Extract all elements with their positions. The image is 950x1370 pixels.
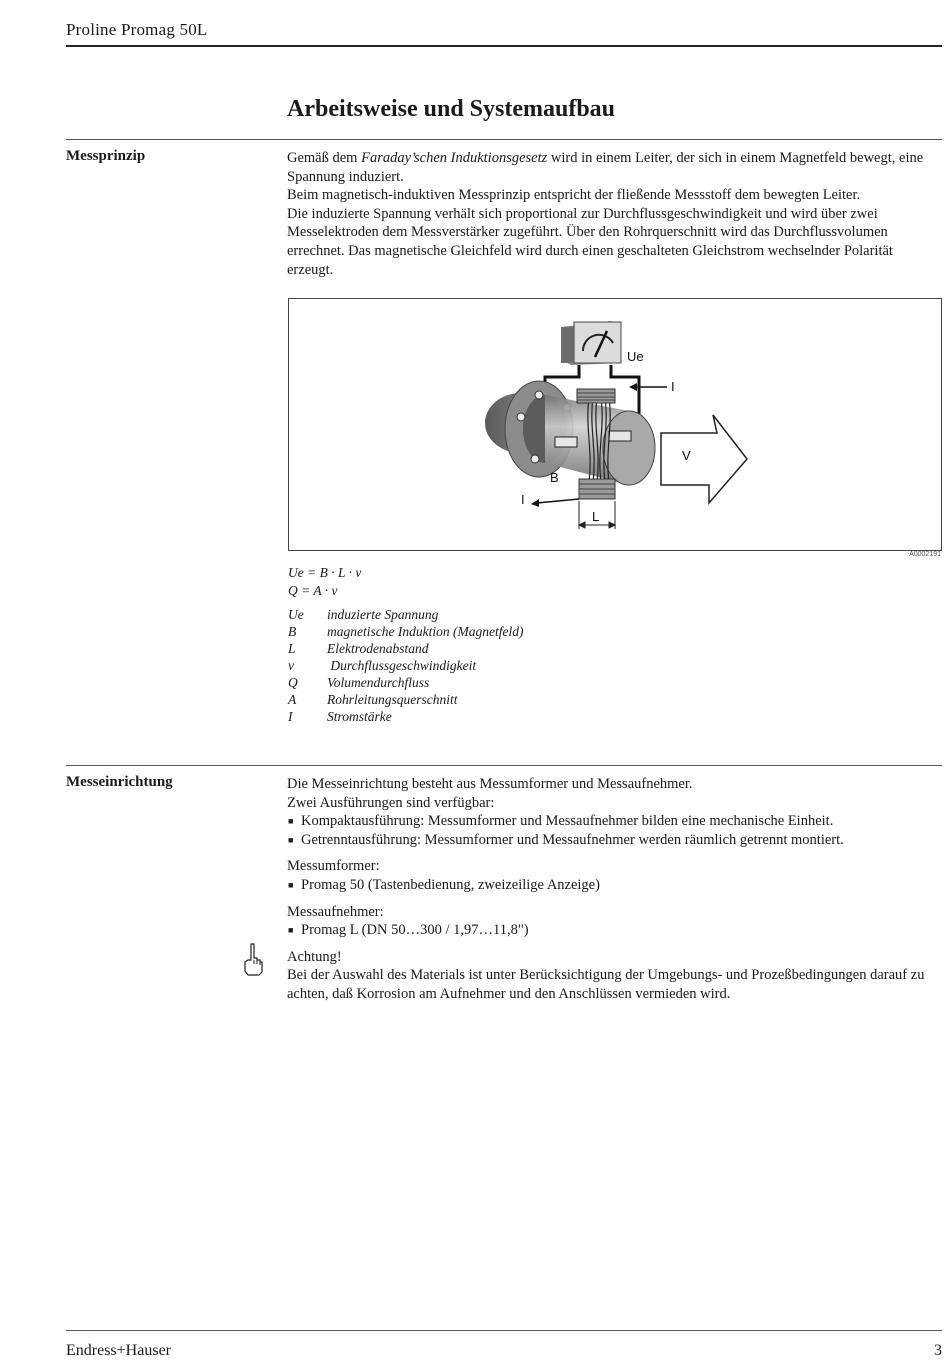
label-velocity: V [682,448,691,463]
legend-row: I Stromstärke [288,709,392,724]
measuring-principle-diagram [289,299,942,551]
field-coil-bottom [579,479,615,499]
transmitter-heading: Messumformer: [287,858,380,875]
legend-row: Q Volumendurchfluss [288,675,430,690]
figure-id: A0002191 [909,551,941,558]
legend-row: Ue induzierte Spannung [288,607,439,622]
label-ue: Ue [627,349,644,364]
messprinzip-text [287,149,937,279]
legend-row: B magnetische Induktion (Magnetfeld) [288,624,524,639]
label-current-bottom: I [521,492,525,507]
caution-text: Bei der Auswahl des Materials ist unter Berücksichtigung der Umgebungs- und Prozeßbedingungen darauf zu achten, daß Korrosion am Aufnehmer und den Anschlüssen vermieden wird. [287,967,925,1002]
messprinzip-paragraph-2: Beim magnetisch-induktiven Messprinzip entspricht der fließende Messstoff dem bewegten Leiter. [287,187,861,204]
messeinrichtung-intro-1: Die Messeinrichtung besteht aus Messumformer und Messaufnehmer. [287,776,693,792]
formula-volume-flow: Q = A · v [288,582,338,598]
list-item: ■ Getrenntausführung: Messumformer und Messaufnehmer werden räumlich getrennt montiert. [287,831,937,850]
footer-brand: Endress+Hauser [66,1342,171,1359]
label-induction: B [550,470,559,485]
section-label-messeinrichtung: Messeinrichtung [66,774,173,790]
sensor-heading: Messaufnehmer: [287,903,384,920]
list-item: ■ Kompaktausführung: Messumformer und Messaufnehmer bilden eine mechanische Einheit. [287,812,937,831]
sensor-list [287,921,937,940]
transmitter-list [287,876,937,895]
footer-divider [66,1330,942,1331]
label-current-top: I [671,379,675,394]
flow-direction-arrow [661,415,747,503]
current-arrow-top [629,383,667,391]
legend-row: A Rohrleitungsquerschnitt [288,692,458,707]
formulas [288,564,361,599]
page-number: 3 [934,1342,942,1359]
voltmeter-icon [561,321,621,365]
formula-voltage: Ue = B · L · v [288,565,362,580]
section-label-messprinzip: Messprinzip [66,148,146,164]
list-item: ■ Promag 50 (Tastenbedienung, zweizeilige Anzeige) [287,876,937,895]
faraday-law-term: Faraday’schen Induktionsgesetz [361,150,548,166]
messprinzip-paragraph-1 [287,149,937,186]
page-title: Arbeitsweise und Systemaufbau [287,96,616,122]
caution-title: Achtung! [287,948,342,965]
document-header-title: Proline Promag 50L [66,20,208,39]
pointing-hand-icon [242,942,264,976]
para1-prefix: Gemäß dem [287,150,362,166]
para1-suffix: wird in einem Leiter, der sich in einem Magnetfeld bewegt, eine Spannung induziert. [287,150,924,185]
label-electrode-distance: L [592,509,600,524]
current-arrow-bottom [531,499,579,507]
symbol-legend [288,606,523,725]
legend-row: L Elektrodenabstand [288,641,429,656]
messeinrichtung-intro-2: Zwei Ausführungen sind verfügbar: [287,794,495,811]
section-divider-messprinzip [66,139,942,140]
list-item: ■ Promag L (DN 50…300 / 1,97…11,8") [287,921,937,940]
section-divider-messeinrichtung [66,765,942,766]
header-divider [66,45,942,47]
variant-list [287,812,937,849]
measuring-principle-figure [288,298,942,551]
field-coil-top [577,389,615,403]
legend-row: v Durchflussgeschwindigkeit [288,658,477,673]
messeinrichtung-text [287,775,937,1004]
messprinzip-paragraph-3: Die induzierte Spannung verhält sich proportional zur Durchflussgeschwindigkeit und wird über zwei Messelektroden dem Messverstärker zugeführt. Über den Rohrquerschnitt wird das Durchflussvolumen errechnet. Das magnetische Gleichfeld wird durch einen geschalteten Gleichstrom wechselnder Polarität erzeugt. [287,205,893,278]
